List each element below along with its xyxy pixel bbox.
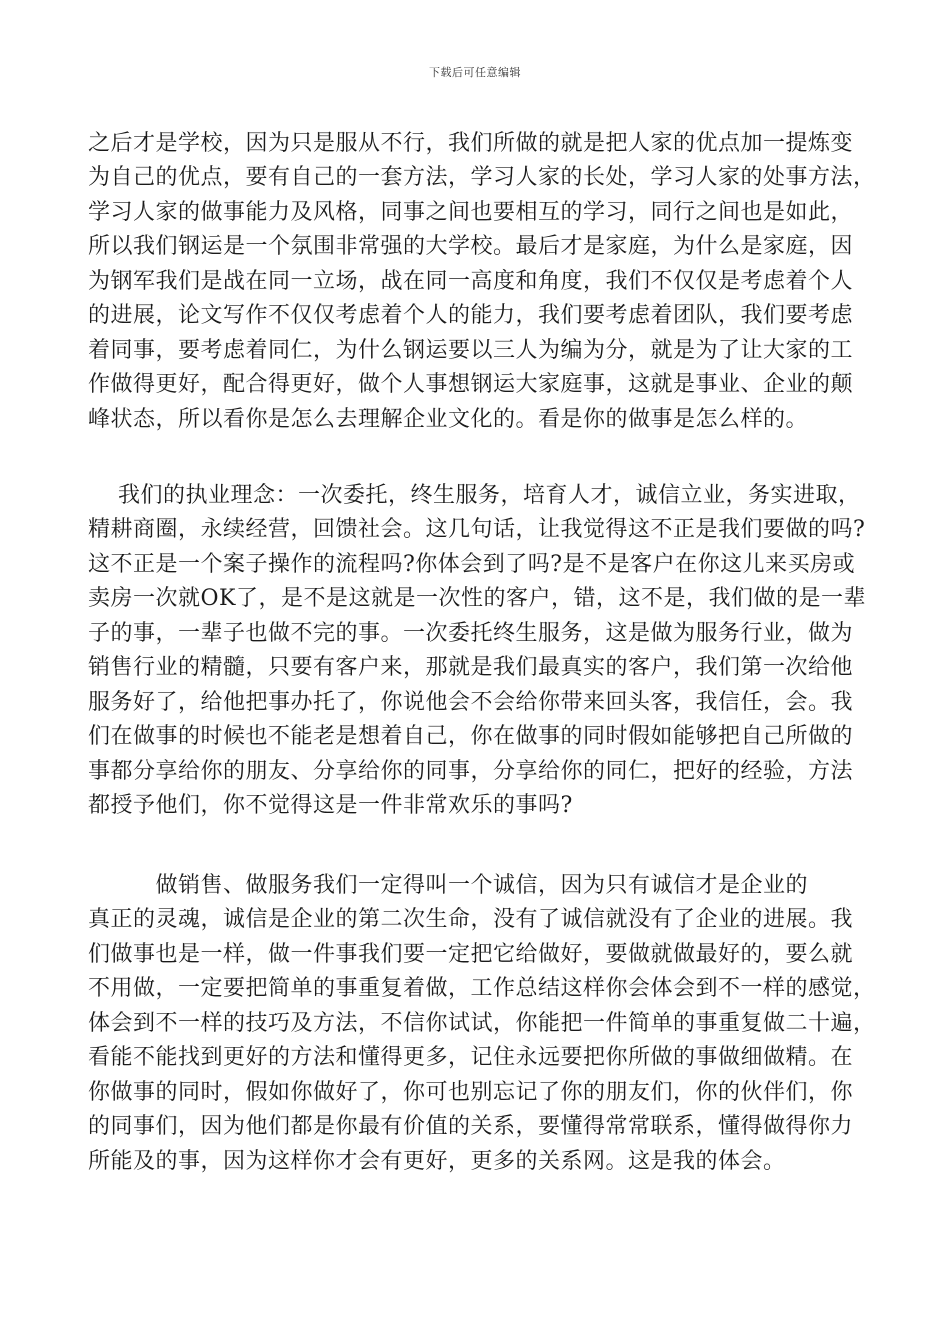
paragraph-2-line: 事都分享给你的朋友、分享给你的同事，分享给你的同仁，把好的经验，方法 bbox=[88, 759, 854, 784]
paragraph-1-line: 的进展，论文写作不仅仅考虑着个人的能力，我们要考虑着团队，我们要考虑 bbox=[88, 303, 854, 328]
paragraph-1-line: 为自己的优点，要有自己的一套方法，学习人家的长处，学习人家的处事方法， bbox=[88, 165, 876, 190]
paragraph-2-line: 销售行业的精髓，只要有客户来，那就是我们最真实的客户，我们第一次给他 bbox=[88, 655, 854, 680]
paragraph-3-line: 所能及的事，因为这样你才会有更好，更多的关系网。这是我的体会。 bbox=[88, 1149, 786, 1174]
paragraph-2-line: 子的事，一辈子也做不完的事。一次委托终生服务，这是做为服务行业，做为 bbox=[88, 621, 854, 646]
paragraph-3-line: 看能不能找到更好的方法和懂得更多，记住永远要把你所做的事做细做精。在 bbox=[88, 1045, 854, 1070]
paragraph-2-line: 们在做事的时候也不能老是想着自己，你在做事的同时假如能够把自己所做的 bbox=[88, 724, 854, 749]
paragraph-3-line: 们做事也是一样，做一件事我们要一定把它给做好，要做就做最好的，要么就 bbox=[88, 942, 854, 967]
paragraph-3-line: 你做事的同时，假如你做好了，你可也别忘记了你的朋友们，你的伙伴们，你 bbox=[88, 1080, 854, 1105]
paragraph-2-line: 精耕商圈，永续经营，回馈社会。这几句话，让我觉得这不正是我们要做的吗? bbox=[88, 517, 866, 542]
paragraph-2-line: 都授予他们，你不觉得这是一件非常欢乐的事吗? bbox=[88, 793, 573, 818]
paragraph-1-line: 为钢军我们是战在同一立场，战在同一高度和角度，我们不仅仅是考虑着个人 bbox=[88, 269, 854, 294]
paragraph-2-line: 服务好了，给他把事办托了，你说他会不会给你带来回头客，我信任，会。我 bbox=[88, 690, 854, 715]
paragraph-3-line: 不用做，一定要把简单的事重复着做，工作总结这样你会体会到不一样的感觉， bbox=[88, 976, 876, 1001]
paragraph-2-line: 这不正是一个案子操作的流程吗?你体会到了吗?是不是客户在你这儿来买房或 bbox=[88, 552, 856, 577]
paragraph-1-line: 作做得更好，配合得更好，做个人事想钢运大家庭事，这就是事业、企业的颠 bbox=[88, 372, 854, 397]
paragraph-1-line: 着同事，要考虑着同仁，为什么钢运要以三人为编为分，就是为了让大家的工 bbox=[88, 338, 854, 363]
paragraph-3-line: 体会到不一样的技巧及方法，不信你试试，你能把一件简单的事重复做二十遍， bbox=[88, 1011, 876, 1036]
page-header: 下载后可任意编辑 bbox=[429, 66, 521, 79]
paragraph-1-line: 学习人家的做事能力及风格，同事之间也要相互的学习，同行之间也是如此， bbox=[88, 200, 854, 225]
paragraph-2-line: 我们的执业理念：一次委托，终生服务，培育人才，诚信立业，务实进取， bbox=[88, 483, 861, 508]
paragraph-3-line: 做销售、做服务我们一定得叫一个诚信，因为只有诚信才是企业的 bbox=[88, 873, 808, 898]
paragraph-1-line: 所以我们钢运是一个氛围非常强的大学校。最后才是家庭，为什么是家庭，因 bbox=[88, 234, 854, 259]
paragraph-3-line: 真正的灵魂，诚信是企业的第二次生命，没有了诚信就没有了企业的进展。我 bbox=[88, 907, 854, 932]
paragraph-1-line: 峰状态，所以看你是怎么去理解企业文化的。看是你的做事是怎么样的。 bbox=[88, 407, 809, 432]
paragraph-2-line: 卖房一次就OK了，是不是这就是一次性的客户，错，这不是，我们做的是一辈 bbox=[88, 586, 866, 611]
paragraph-3-line: 的同事们，因为他们都是你最有价值的关系，要懂得常常联系，懂得做得你力 bbox=[88, 1114, 854, 1139]
paragraph-1-line: 之后才是学校，因为只是服从不行，我们所做的就是把人家的优点加一提炼变 bbox=[88, 131, 854, 156]
